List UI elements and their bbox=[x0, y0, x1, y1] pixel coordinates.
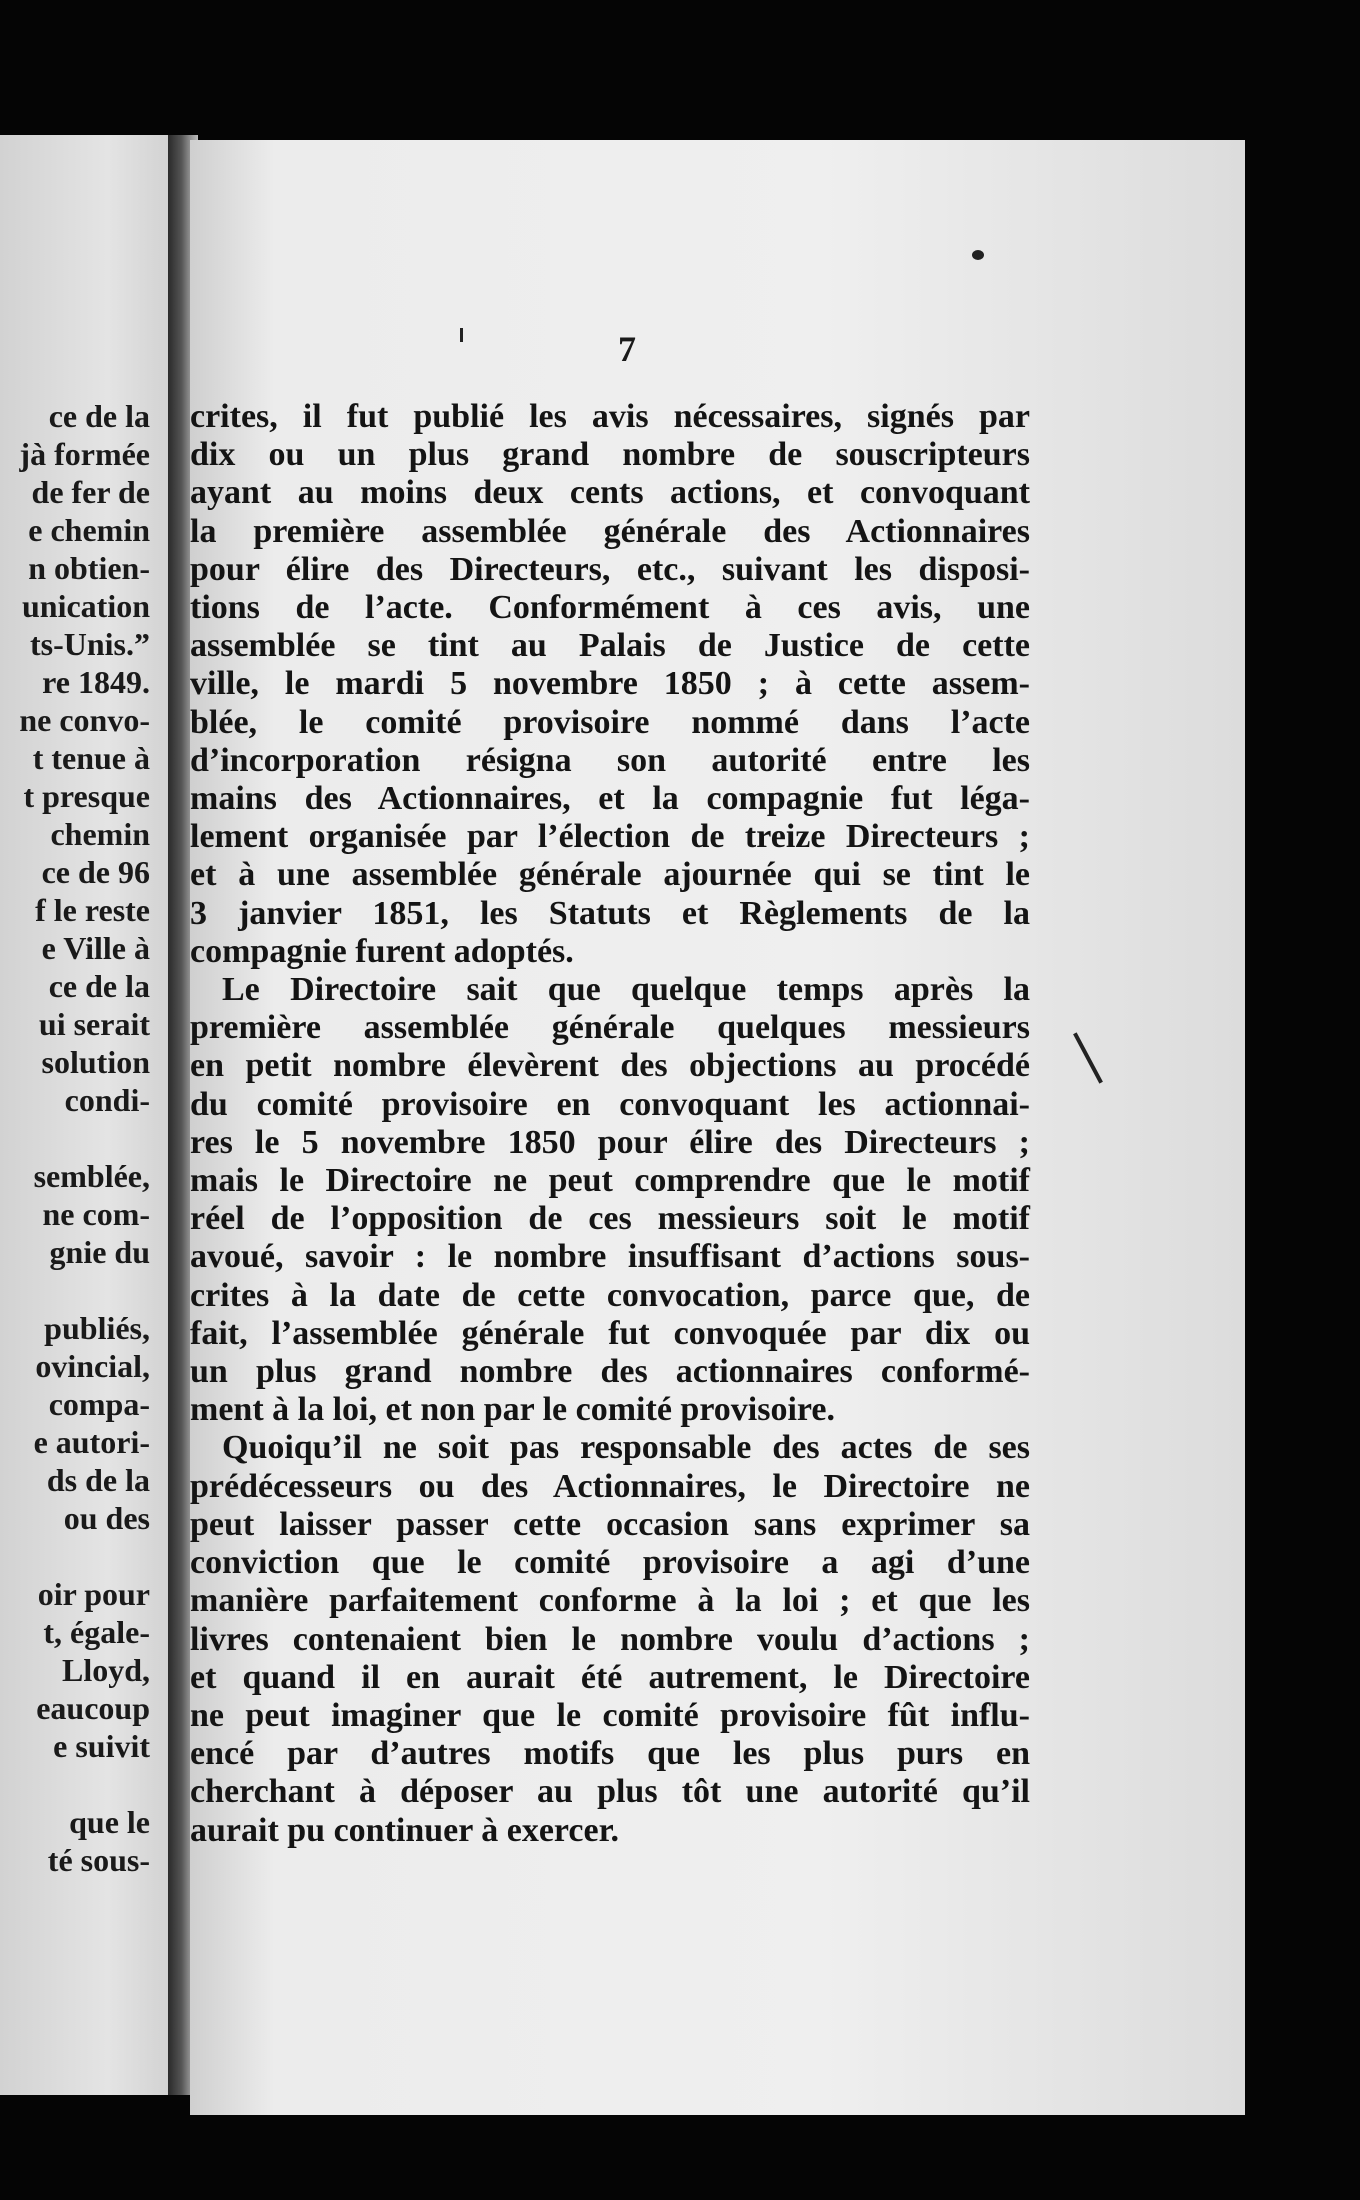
left-text-line: gnie du bbox=[49, 1234, 150, 1270]
left-text-line: e suivit bbox=[53, 1728, 150, 1764]
text-line: prédécesseurs ou des Actionnaires, le Directoire ne bbox=[190, 1467, 1030, 1505]
left-text-line bbox=[19, 1271, 150, 1309]
left-text-line: unication bbox=[21, 588, 150, 624]
left-text-line: ce de 96 bbox=[41, 854, 150, 890]
text-line: encé par d’autres motifs que les plus purs en bbox=[190, 1735, 1030, 1773]
scan-speck bbox=[460, 328, 463, 342]
text-line: et quand il en aurait été autrement, le Directoire bbox=[190, 1658, 1030, 1696]
text-line: livres contenaient bien le nombre voulu d’actions ; bbox=[190, 1620, 1030, 1658]
left-text-line: n obtien- bbox=[28, 550, 150, 586]
text-line: blée, le comité provisoire nommé dans l’acte bbox=[190, 703, 1030, 741]
scan-speck bbox=[972, 250, 984, 260]
text-line: avoué, savoir : le nombre insuffisant d’actions sous- bbox=[190, 1238, 1030, 1276]
page-body bbox=[190, 398, 1030, 1850]
left-text-line: eaucoup bbox=[36, 1690, 150, 1726]
text-line: peut laisser passer cette occasion sans exprimer sa bbox=[190, 1505, 1030, 1543]
left-text-line: e autori- bbox=[33, 1424, 150, 1460]
text-line: ne peut imaginer que le comité provisoire fût influ- bbox=[190, 1696, 1030, 1734]
text-line: du comité provisoire en convoquant les actionnai- bbox=[190, 1085, 1030, 1123]
left-text-line: e chemin bbox=[28, 512, 150, 548]
left-text-line: ce de la bbox=[48, 968, 150, 1004]
left-text-line: ne convo- bbox=[19, 702, 150, 738]
left-page-text bbox=[19, 397, 150, 1879]
text-line: ment à la loi, et non par le comité provisoire. bbox=[190, 1391, 835, 1429]
left-text-line: e Ville à bbox=[41, 930, 150, 966]
left-text-line: té sous- bbox=[47, 1842, 150, 1878]
left-text-line: compa- bbox=[48, 1386, 150, 1422]
text-line: la première assemblée générale des Actionnaires bbox=[190, 512, 1030, 550]
left-text-line bbox=[19, 1119, 150, 1157]
text-line: première assemblée générale quelques messieurs bbox=[190, 1009, 1030, 1047]
left-text-line: de fer de bbox=[31, 474, 150, 510]
left-text-line: que le bbox=[69, 1804, 150, 1840]
text-line: en petit nombre élevèrent des objections au procédé bbox=[190, 1047, 1030, 1085]
left-text-line: publiés, bbox=[44, 1310, 150, 1346]
left-text-line: Lloyd, bbox=[61, 1652, 150, 1688]
text-line: fait, l’assemblée générale fut convoquée par dix ou bbox=[190, 1314, 1030, 1352]
text-line: Le Directoire sait que quelque temps après la bbox=[222, 971, 1030, 1009]
text-line: réel de l’opposition de ces messieurs soit le motif bbox=[190, 1200, 1030, 1238]
text-line: compagnie furent adoptés. bbox=[190, 932, 574, 970]
page-number: 7 bbox=[618, 329, 636, 369]
left-text-line: semblée, bbox=[33, 1158, 150, 1194]
text-line: dix ou un plus grand nombre de souscripteurs bbox=[190, 436, 1030, 474]
left-text-line: re 1849. bbox=[42, 664, 150, 700]
left-text-line: f le reste bbox=[35, 892, 150, 928]
text-line: cherchant à déposer au plus tôt une autorité qu’il bbox=[190, 1773, 1030, 1811]
text-line: conviction que le comité provisoire a agi d’une bbox=[190, 1544, 1030, 1582]
left-text-line: t presque bbox=[23, 778, 150, 814]
left-text-line: ou des bbox=[63, 1500, 150, 1536]
text-line: mais le Directoire ne peut comprendre que le motif bbox=[190, 1162, 1030, 1200]
left-text-line: t, égale- bbox=[43, 1614, 150, 1650]
left-text-line: solution bbox=[41, 1044, 150, 1080]
left-text-line: chemin bbox=[50, 816, 150, 852]
text-line: et à une assemblée générale ajournée qui se tint le bbox=[190, 856, 1030, 894]
left-text-line: ui serait bbox=[38, 1006, 150, 1042]
left-text-line: jà formée bbox=[19, 436, 150, 472]
text-line: Quoiqu’il ne soit pas responsable des actes de ses bbox=[222, 1429, 1030, 1467]
text-line: ayant au moins deux cents actions, et convoquant bbox=[190, 474, 1030, 512]
left-text-line: ne com- bbox=[42, 1196, 150, 1232]
left-text-line: t tenue à bbox=[32, 740, 150, 776]
left-text-line: ce de la bbox=[48, 398, 150, 434]
left-text-line: oir pour bbox=[37, 1576, 150, 1612]
left-text-line bbox=[19, 1537, 150, 1575]
left-text-line: ovincial, bbox=[35, 1348, 150, 1384]
text-line: 3 janvier 1851, les Statuts et Règlements de la bbox=[190, 894, 1030, 932]
text-line: ville, le mardi 5 novembre 1850 ; à cette assem- bbox=[190, 665, 1030, 703]
left-text-line: condi- bbox=[64, 1082, 150, 1118]
left-text-line: ds de la bbox=[46, 1462, 150, 1498]
left-text-line: ts-Unis.” bbox=[29, 626, 150, 662]
text-line: tions de l’acte. Conformément à ces avis, une bbox=[190, 589, 1030, 627]
left-text-line bbox=[19, 1765, 150, 1803]
text-line: d’incorporation résigna son autorité entre les bbox=[190, 741, 1030, 779]
left-page bbox=[0, 135, 180, 2095]
text-line: res le 5 novembre 1850 pour élire des Directeurs ; bbox=[190, 1123, 1030, 1161]
text-line: aurait pu continuer à exercer. bbox=[190, 1811, 620, 1849]
text-line: mains des Actionnaires, et la compagnie fut léga- bbox=[190, 780, 1030, 818]
text-line: pour élire des Directeurs, etc., suivant les disposi- bbox=[190, 550, 1030, 588]
text-line: crites à la date de cette convocation, parce que, de bbox=[190, 1276, 1030, 1314]
text-line: manière parfaitement conforme à la loi ; et que les bbox=[190, 1582, 1030, 1620]
text-line: assemblée se tint au Palais de Justice de cette bbox=[190, 627, 1030, 665]
text-line: crites, il fut publié les avis nécessaires, signés par bbox=[190, 398, 1030, 435]
text-line: lement organisée par l’élection de treize Directeurs ; bbox=[190, 818, 1030, 856]
text-line: un plus grand nombre des actionnaires conformé- bbox=[190, 1353, 1030, 1391]
